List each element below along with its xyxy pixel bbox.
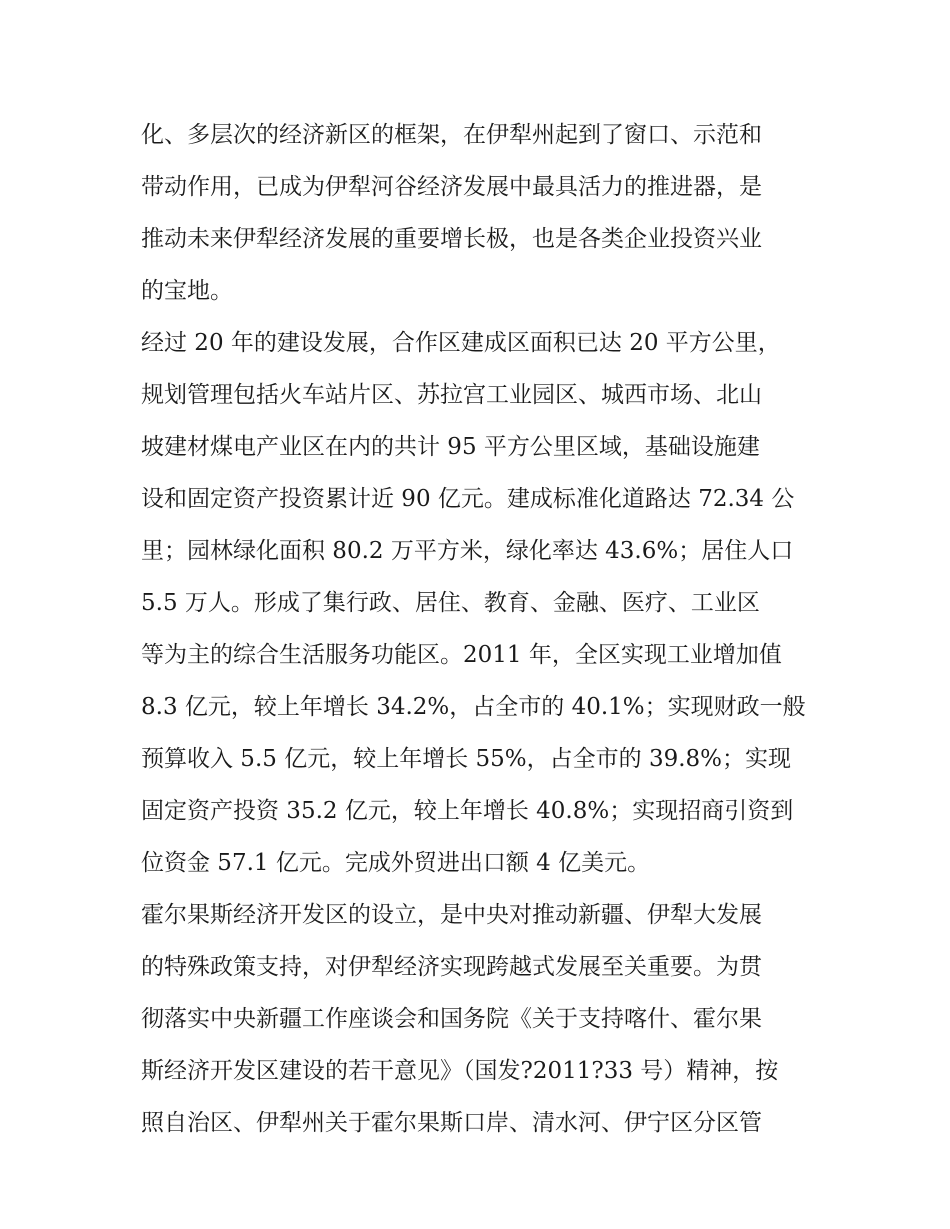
text-line: 的宝地。	[141, 278, 233, 304]
text-line: 化、多层次的经济新区的框架，在伊犁州起到了窗口、示范和	[141, 122, 762, 148]
text-line: 设和固定资产投资累计近 90 亿元。建成标准化道路达 72.34 公	[141, 486, 795, 512]
paragraph-1	[141, 109, 821, 317]
text-line: 经过 20 年的建设发展，合作区建成区面积已达 20 平方公里，	[141, 330, 781, 356]
text-line: 5.5 万人。形成了集行政、居住、教育、金融、医疗、工业区	[141, 590, 760, 616]
text-line: 带动作用，已成为伊犁河谷经济发展中最具活力的推进器，是	[141, 174, 762, 200]
text-line: 彻落实中央新疆工作座谈会和国务院《关于支持喀什、霍尔果	[141, 1006, 762, 1032]
text-line: 等为主的综合生活服务功能区。2011 年，全区实现工业增加值	[141, 642, 782, 668]
text-line: 里；园林绿化面积 80.2 万平方米，绿化率达 43.6%；居住人口	[141, 538, 794, 564]
text-line: 霍尔果斯经济开发区的设立，是中央对推动新疆、伊犁大发展	[141, 902, 762, 928]
text-line: 推动未来伊犁经济发展的重要增长极，也是各类企业投资兴业	[141, 226, 762, 252]
text-line: 规划管理包括火车站片区、苏拉宫工业园区、城西市场、北山	[141, 382, 762, 408]
document-body	[141, 109, 821, 1149]
paragraph-2	[141, 317, 821, 889]
paragraph-3	[141, 889, 821, 1149]
text-line: 照自治区、伊犁州关于霍尔果斯口岸、清水河、伊宁区分区管	[141, 1110, 762, 1136]
text-line: 斯经济开发区建设的若干意见》（国发?2011?33 号）精神，按	[141, 1058, 779, 1084]
text-line: 位资金 57.1 亿元。完成外贸进出口额 4 亿美元。	[141, 850, 651, 876]
text-line: 固定资产投资 35.2 亿元，较上年增长 40.8%；实现招商引资到	[141, 798, 794, 824]
text-line: 的特殊政策支持，对伊犁经济实现跨越式发展至关重要。为贯	[141, 954, 762, 980]
text-line: 预算收入 5.5 亿元，较上年增长 55%，占全市的 39.8%；实现	[141, 746, 792, 772]
text-line: 坡建材煤电产业区在内的共计 95 平方公里区域，基础设施建	[141, 434, 760, 460]
text-line: 8.3 亿元，较上年增长 34.2%，占全市的 40.1%；实现财政一般	[141, 694, 806, 720]
